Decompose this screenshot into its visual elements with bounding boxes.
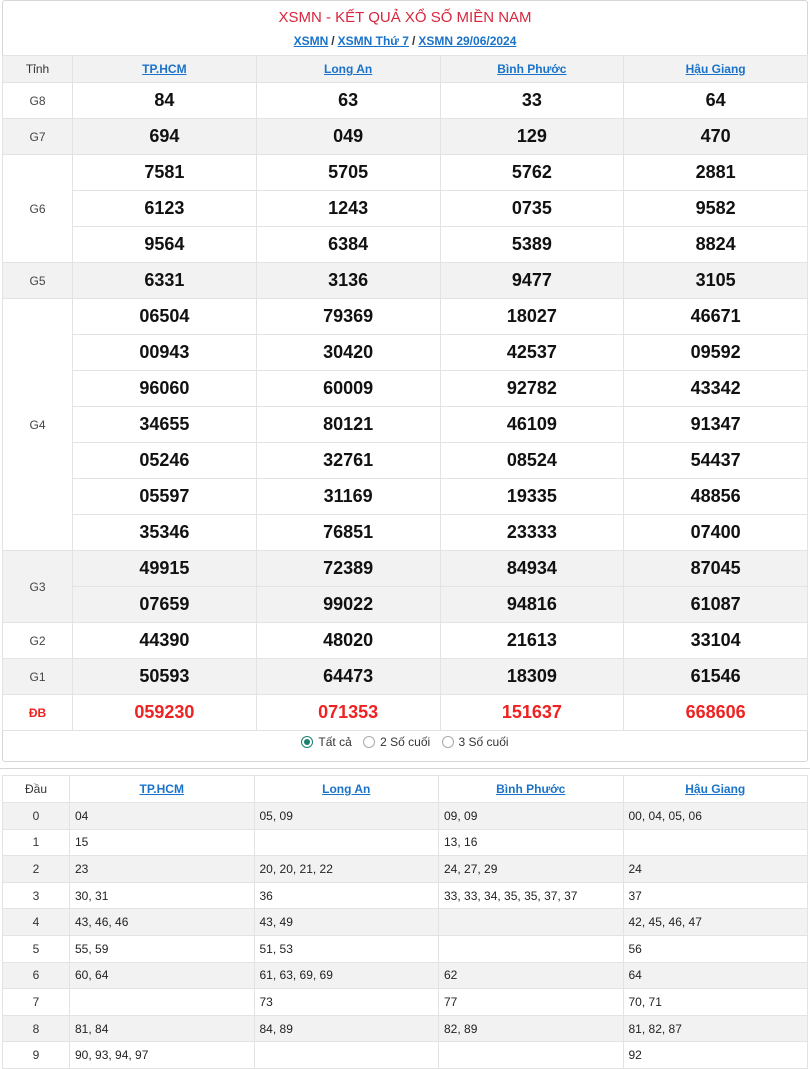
loto-cell: 23 [70, 856, 255, 883]
loto-cell: 81, 84 [70, 1015, 255, 1042]
loto-cell: 82, 89 [439, 1015, 624, 1042]
prize-number: 31169 [256, 479, 440, 515]
province-link[interactable]: Long An [322, 782, 371, 796]
prize-number: 6123 [73, 191, 257, 227]
prize-number: 91347 [624, 407, 808, 443]
prize-row [3, 299, 808, 335]
crumb-separator: / [411, 34, 416, 48]
dau-digit: 7 [3, 989, 70, 1016]
province-header-long-an[interactable] [256, 56, 440, 83]
loto-cell: 33, 33, 34, 35, 35, 37, 37 [439, 882, 624, 909]
prize-label: G2 [3, 623, 73, 659]
loto-cell: 70, 71 [623, 989, 808, 1016]
loto-cell [254, 829, 439, 856]
loto-row [3, 989, 808, 1016]
prize-number: 21613 [440, 623, 624, 659]
prize-number: 92782 [440, 371, 624, 407]
loto-row [3, 962, 808, 989]
loto-cell: 09, 09 [439, 803, 624, 830]
prize-row [3, 83, 808, 119]
prize-number: 0735 [440, 191, 624, 227]
prize-label: G6 [3, 155, 73, 263]
prize-number: 61087 [624, 587, 808, 623]
filter-label: 3 Số cuối [458, 735, 509, 749]
prize-label: G1 [3, 659, 73, 695]
prize-number: 19335 [440, 479, 624, 515]
prize-number: 07400 [624, 515, 808, 551]
loto-cell: 24 [623, 856, 808, 883]
prize-number: 18309 [440, 659, 624, 695]
special-prize-number: 071353 [256, 695, 440, 731]
prize-number: 96060 [73, 371, 257, 407]
loto-cell: 90, 93, 94, 97 [70, 1042, 255, 1069]
special-prize-number: 059230 [73, 695, 257, 731]
loto-cell: 92 [623, 1042, 808, 1069]
loto-cell [70, 989, 255, 1016]
breadcrumb [0, 34, 810, 48]
prize-number: 05246 [73, 443, 257, 479]
radio-icon[interactable] [363, 736, 375, 748]
loto-cell [439, 935, 624, 962]
loto-cell: 24, 27, 29 [439, 856, 624, 883]
prize-row [3, 119, 808, 155]
special-prize-number: 668606 [624, 695, 808, 731]
prize-number: 9582 [624, 191, 808, 227]
prize-number: 61546 [624, 659, 808, 695]
crumb-separator: / [331, 34, 335, 48]
loto-cell: 13, 16 [439, 829, 624, 856]
prize-number: 049 [256, 119, 440, 155]
prize-number: 33104 [624, 623, 808, 659]
loto-cell [439, 909, 624, 936]
loto-cell: 81, 82, 87 [623, 1015, 808, 1042]
prize-row [3, 443, 808, 479]
prize-number: 54437 [624, 443, 808, 479]
prize-row [3, 551, 808, 587]
province-link[interactable]: TP.HCM [139, 782, 184, 796]
prize-number: 5762 [440, 155, 624, 191]
loto-cell: 62 [439, 962, 624, 989]
prize-number: 35346 [73, 515, 257, 551]
loto-row [3, 909, 808, 936]
prize-row [3, 479, 808, 515]
prize-number: 07659 [73, 587, 257, 623]
prize-number: 94816 [440, 587, 624, 623]
prize-number: 3105 [624, 263, 808, 299]
filter-label: 2 Số cuối [380, 735, 431, 749]
prize-number: 44390 [73, 623, 257, 659]
digit-filter [0, 735, 810, 751]
prize-number: 9477 [440, 263, 624, 299]
prize-row [3, 191, 808, 227]
province-header-hau-giang[interactable] [624, 56, 808, 83]
prize-number: 79369 [256, 299, 440, 335]
prize-number: 08524 [440, 443, 624, 479]
prize-number: 84934 [440, 551, 624, 587]
prize-label: G4 [3, 299, 73, 551]
prize-number: 7581 [73, 155, 257, 191]
prize-row [3, 515, 808, 551]
prize-label: ĐB [3, 695, 73, 731]
province-link[interactable]: TP.HCM [142, 62, 187, 76]
dau-digit: 2 [3, 856, 70, 883]
prize-number: 129 [440, 119, 624, 155]
prize-number: 32761 [256, 443, 440, 479]
filter-label: Tất cả [318, 735, 352, 749]
loto-row [3, 935, 808, 962]
prize-number: 05597 [73, 479, 257, 515]
loto-cell: 84, 89 [254, 1015, 439, 1042]
prize-row [3, 227, 808, 263]
prize-number: 5389 [440, 227, 624, 263]
province-link[interactable]: Hậu Giang [685, 782, 746, 796]
prize-number: 34655 [73, 407, 257, 443]
prize-number: 99022 [256, 587, 440, 623]
loto-row [3, 1015, 808, 1042]
prize-number: 09592 [624, 335, 808, 371]
loto-row [3, 803, 808, 830]
prize-number: 18027 [440, 299, 624, 335]
prize-label: G8 [3, 83, 73, 119]
loto-cell: 00, 04, 05, 06 [623, 803, 808, 830]
loto-header-hau-giang[interactable] [623, 776, 808, 803]
prize-number: 80121 [256, 407, 440, 443]
crumb-xsmn-date[interactable]: XSMN 29/06/2024 [418, 34, 517, 48]
prize-number: 470 [624, 119, 808, 155]
special-prize-number: 151637 [440, 695, 624, 731]
section-divider [0, 768, 810, 769]
prize-number: 6384 [256, 227, 440, 263]
prize-number: 33 [440, 83, 624, 119]
province-link[interactable]: Bình Phước [496, 782, 566, 796]
prize-number: 48020 [256, 623, 440, 659]
loto-cell [623, 829, 808, 856]
loto-cell: 61, 63, 69, 69 [254, 962, 439, 989]
prize-number: 64473 [256, 659, 440, 695]
filter-last-2-option[interactable] [363, 735, 430, 749]
prize-number: 50593 [73, 659, 257, 695]
prize-row [3, 155, 808, 191]
loto-cell: 51, 53 [254, 935, 439, 962]
prize-number: 84 [73, 83, 257, 119]
prize-number: 3136 [256, 263, 440, 299]
prize-number: 694 [73, 119, 257, 155]
loto-cell: 30, 31 [70, 882, 255, 909]
province-header-binh-phuoc[interactable] [440, 56, 624, 83]
prize-number: 43342 [624, 371, 808, 407]
filter-all-option[interactable] [301, 735, 351, 749]
loto-head-table [2, 775, 808, 1069]
prize-row [3, 695, 808, 731]
prize-number: 00943 [73, 335, 257, 371]
prize-number: 5705 [256, 155, 440, 191]
prize-row [3, 659, 808, 695]
loto-cell: 42, 45, 46, 47 [623, 909, 808, 936]
prize-number: 06504 [73, 299, 257, 335]
crumb-xsmn[interactable]: XSMN [293, 34, 329, 48]
prize-number: 2881 [624, 155, 808, 191]
prize-label: G3 [3, 551, 73, 623]
loto-cell: 64 [623, 962, 808, 989]
radio-icon[interactable] [442, 736, 454, 748]
loto-cell: 04 [70, 803, 255, 830]
loto-header-row [3, 776, 808, 803]
dau-digit: 6 [3, 962, 70, 989]
prize-number: 30420 [256, 335, 440, 371]
loto-cell: 36 [254, 882, 439, 909]
loto-cell: 05, 09 [254, 803, 439, 830]
province-link[interactable]: Bình Phước [497, 62, 567, 76]
prize-row [3, 587, 808, 623]
loto-cell: 56 [623, 935, 808, 962]
prize-number: 48856 [624, 479, 808, 515]
results-table [2, 55, 808, 731]
prize-number: 49915 [73, 551, 257, 587]
loto-cell: 77 [439, 989, 624, 1016]
loto-cell: 20, 20, 21, 22 [254, 856, 439, 883]
prize-label: G7 [3, 119, 73, 155]
page-title: XSMN - KẾT QUẢ XỔ SỐ MIỀN NAM [278, 9, 532, 26]
prize-number: 87045 [624, 551, 808, 587]
loto-cell [254, 1042, 439, 1069]
loto-cell: 37 [623, 882, 808, 909]
prize-label: G5 [3, 263, 73, 299]
loto-row [3, 1042, 808, 1069]
loto-cell: 73 [254, 989, 439, 1016]
loto-row [3, 829, 808, 856]
loto-cell: 60, 64 [70, 962, 255, 989]
province-header-tphcm[interactable] [73, 56, 257, 83]
prize-number: 9564 [73, 227, 257, 263]
loto-cell [439, 1042, 624, 1069]
filter-last-3-option[interactable] [442, 735, 509, 749]
prize-number: 64 [624, 83, 808, 119]
dau-digit: 0 [3, 803, 70, 830]
results-header-row [3, 56, 808, 83]
crumb-xsmn-weekday[interactable]: XSMN Thứ 7 [337, 34, 409, 48]
loto-header-binh-phuoc[interactable] [439, 776, 624, 803]
prize-row [3, 335, 808, 371]
loto-cell: 15 [70, 829, 255, 856]
prize-row [3, 407, 808, 443]
dau-column-header: Đầu [3, 776, 70, 803]
prize-number: 46109 [440, 407, 624, 443]
loto-header-long-an[interactable] [254, 776, 439, 803]
prize-number: 46671 [624, 299, 808, 335]
loto-cell: 43, 49 [254, 909, 439, 936]
prize-number: 1243 [256, 191, 440, 227]
dau-digit: 4 [3, 909, 70, 936]
prize-number: 63 [256, 83, 440, 119]
prize-row [3, 263, 808, 299]
prize-number: 72389 [256, 551, 440, 587]
prize-row [3, 623, 808, 659]
dau-digit: 1 [3, 829, 70, 856]
province-link[interactable]: Long An [324, 62, 373, 76]
prize-row [3, 371, 808, 407]
loto-header-tphcm[interactable] [70, 776, 255, 803]
prize-number: 60009 [256, 371, 440, 407]
prize-number: 23333 [440, 515, 624, 551]
province-link[interactable]: Hậu Giang [685, 62, 746, 76]
prize-number: 76851 [256, 515, 440, 551]
dau-digit: 3 [3, 882, 70, 909]
loto-row [3, 882, 808, 909]
radio-selected-icon[interactable] [301, 736, 313, 748]
loto-cell: 55, 59 [70, 935, 255, 962]
prize-number: 8824 [624, 227, 808, 263]
loto-cell: 43, 46, 46 [70, 909, 255, 936]
prize-number: 42537 [440, 335, 624, 371]
province-column-header: Tỉnh [3, 56, 73, 83]
loto-row [3, 856, 808, 883]
dau-digit: 8 [3, 1015, 70, 1042]
dau-digit: 5 [3, 935, 70, 962]
dau-digit: 9 [3, 1042, 70, 1069]
prize-number: 6331 [73, 263, 257, 299]
